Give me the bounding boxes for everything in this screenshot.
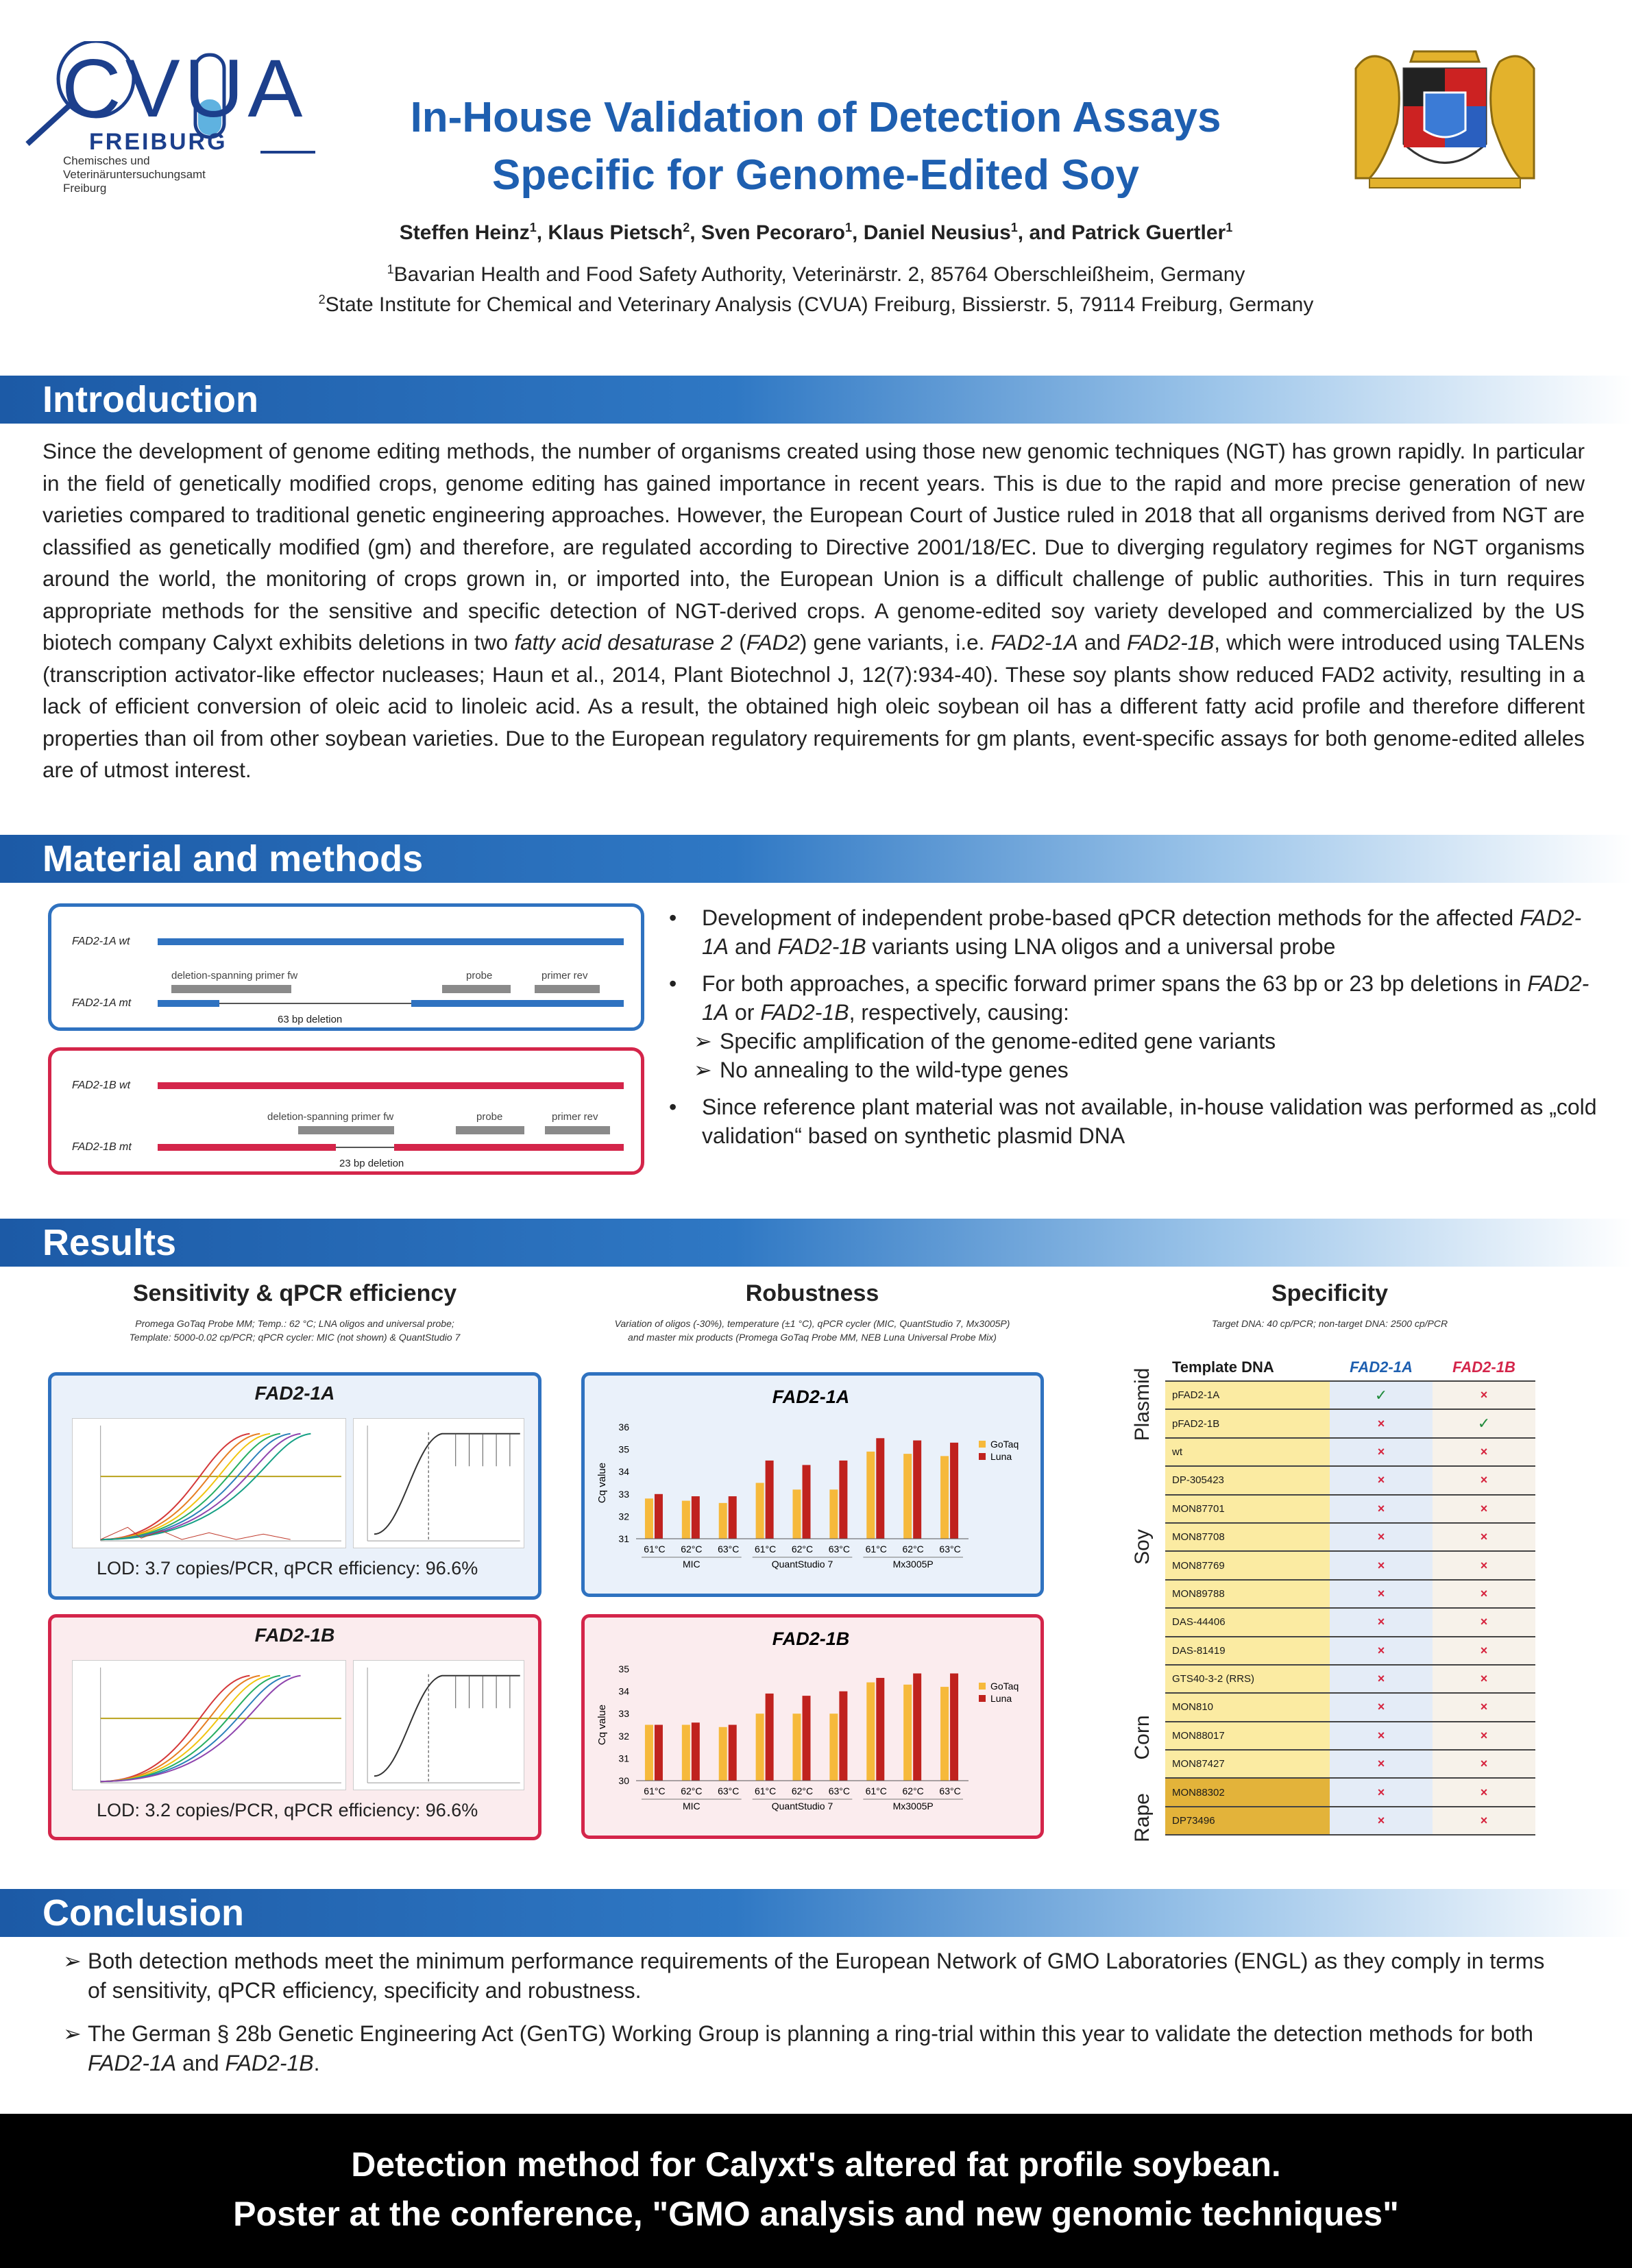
legend-swatch xyxy=(979,1453,986,1460)
x-tick-label: 61°C xyxy=(865,1785,887,1796)
y-tick-label: 35 xyxy=(618,1443,629,1455)
caption-banner xyxy=(0,2114,1632,2268)
bar xyxy=(876,1678,884,1781)
panel-title: FAD2-1B xyxy=(254,1624,335,1646)
bar xyxy=(692,1722,700,1781)
bar xyxy=(756,1714,764,1781)
result-fad2-1b: × xyxy=(1433,1523,1535,1551)
deletion-label: 63 bp deletion xyxy=(278,1014,343,1025)
column-header: FAD2-1A xyxy=(1330,1354,1433,1381)
table-row xyxy=(1165,1551,1535,1579)
probe-bar xyxy=(456,1126,524,1134)
sensitivity-caption-2: Template: 5000-0.02 cp/PCR; qPCR cycler: MIC (not shown) & QuantStudio 7 xyxy=(129,1332,461,1343)
template-name: MON87701 xyxy=(1165,1495,1330,1523)
specificity-caption: Target DNA: 40 cp/PCR; non-target DNA: 2500 cp/PCR xyxy=(1211,1318,1448,1329)
y-tick-label: 31 xyxy=(618,1533,629,1544)
group-label: QuantStudio 7 xyxy=(771,1801,833,1812)
section-header-conclusion: Conclusion xyxy=(0,1889,1632,1937)
result-fad2-1b: × xyxy=(1433,1381,1535,1409)
chart-title: FAD2-1B xyxy=(772,1629,850,1649)
group-label-soy: Soy xyxy=(1131,1529,1154,1565)
legend-swatch xyxy=(979,1441,986,1448)
table-row xyxy=(1165,1722,1535,1750)
result-fad2-1a: × xyxy=(1330,1466,1433,1494)
bar xyxy=(682,1501,690,1539)
template-name: DP73496 xyxy=(1165,1807,1330,1835)
standard-curve-plot xyxy=(353,1418,524,1548)
template-name: MON88302 xyxy=(1165,1778,1330,1806)
table-row xyxy=(1165,1608,1535,1636)
result-fad2-1b: × xyxy=(1433,1807,1535,1835)
lod-efficiency-text: LOD: 3.2 copies/PCR, qPCR efficiency: 96.6% xyxy=(97,1800,478,1820)
bar xyxy=(829,1489,838,1539)
table-row xyxy=(1165,1778,1535,1806)
table-row xyxy=(1165,1580,1535,1608)
result-fad2-1b: × xyxy=(1433,1665,1535,1693)
author: Sven Pecoraro xyxy=(701,221,845,244)
title-line-2: Specific for Genome-Edited Soy xyxy=(492,151,1139,199)
sub-bullet-item: ➢ No annealing to the wild-type genes xyxy=(685,1056,1597,1084)
y-tick-label: 35 xyxy=(618,1663,629,1674)
column-header: Template DNA xyxy=(1165,1354,1330,1381)
y-tick-label: 32 xyxy=(618,1511,629,1522)
mt-label: FAD2-1B mt xyxy=(72,1141,132,1153)
result-fad2-1a: × xyxy=(1330,1807,1433,1835)
author: Klaus Pietsch xyxy=(548,221,683,244)
template-name: GTS40-3-2 (RRS) xyxy=(1165,1665,1330,1693)
y-tick-label: 33 xyxy=(618,1708,629,1720)
logo-subtitle: Chemisches und Veterinäruntersuchungsamt Freiburg xyxy=(63,154,206,195)
robustness-chart-fad2-1a xyxy=(585,1376,1040,1594)
x-tick-label: 63°C xyxy=(828,1785,851,1796)
bar xyxy=(829,1714,838,1781)
robustness-panel-fad2-1a xyxy=(581,1372,1044,1597)
x-tick-label: 61°C xyxy=(644,1785,666,1796)
author: Daniel Neusius xyxy=(863,221,1011,244)
author-list: Steffen Heinz$^1$, Klaus Pietsch$^2$, Sven Pecoraro$^1$, Daniel Neusius$^1$, and Patrick Guertler$^1$ xyxy=(399,221,1233,244)
group-label: MIC xyxy=(682,1559,701,1570)
logo-word: CVUA xyxy=(62,42,307,134)
group-label: QuantStudio 7 xyxy=(771,1559,833,1570)
affiliation-2: $^2$State Institute for Chemical and Veterinary Analysis (CVUA) Freiburg, Bissierstr. 5, 79114 Freiburg, Germany xyxy=(318,293,1314,316)
table-header-row xyxy=(1165,1354,1535,1381)
group-label-plasmid: Plasmid xyxy=(1131,1367,1154,1441)
panel-title: FAD2-1A xyxy=(254,1382,335,1404)
bar xyxy=(903,1454,912,1539)
bar xyxy=(903,1685,912,1781)
result-fad2-1a: × xyxy=(1330,1608,1433,1636)
table-row xyxy=(1165,1807,1535,1835)
bar xyxy=(876,1438,884,1539)
result-fad2-1a: × xyxy=(1330,1523,1433,1551)
x-tick-label: 62°C xyxy=(791,1785,814,1796)
y-tick-label: 30 xyxy=(618,1775,629,1786)
title-line-1: In-House Validation of Detection Assays xyxy=(410,94,1221,141)
legend-label: Luna xyxy=(990,1451,1012,1462)
bar xyxy=(940,1456,949,1539)
template-name: MON88017 xyxy=(1165,1722,1330,1750)
section-header-results: Results xyxy=(0,1219,1632,1267)
fad2-1b-construct-diagram xyxy=(48,1047,644,1175)
y-tick-label: 34 xyxy=(618,1685,629,1697)
fad2-1a-construct-diagram xyxy=(48,903,644,1031)
cvua-logo xyxy=(21,41,315,219)
robustness-title: Robustness xyxy=(745,1280,879,1306)
sensitivity-panel-fad2-1a xyxy=(48,1372,541,1600)
x-tick-label: 63°C xyxy=(828,1544,851,1554)
y-tick-label: 36 xyxy=(618,1422,629,1432)
template-name: DP-305423 xyxy=(1165,1466,1330,1494)
x-tick-label: 62°C xyxy=(902,1544,924,1554)
bar xyxy=(803,1465,811,1539)
template-name: DAS-81419 xyxy=(1165,1637,1330,1665)
logo-city: FREIBURG xyxy=(89,129,228,155)
result-fad2-1a: ✓ xyxy=(1330,1381,1433,1409)
result-fad2-1a: × xyxy=(1330,1665,1433,1693)
bar xyxy=(940,1687,949,1781)
x-tick-label: 61°C xyxy=(644,1544,666,1554)
table-row xyxy=(1165,1665,1535,1693)
conclusion-list xyxy=(48,1947,1556,2092)
wt-label: FAD2-1B wt xyxy=(72,1080,131,1091)
x-tick-label: 61°C xyxy=(754,1544,777,1554)
template-name: MON87427 xyxy=(1165,1750,1330,1778)
result-fad2-1b: × xyxy=(1433,1466,1535,1494)
result-fad2-1b: × xyxy=(1433,1608,1535,1636)
section-header-methods: Material and methods xyxy=(0,835,1632,883)
caption-line-2: Poster at the conference, "GMO analysis and new genomic techniques" xyxy=(233,2195,1399,2233)
template-name: MON87769 xyxy=(1165,1551,1330,1579)
x-tick-label: 61°C xyxy=(865,1544,887,1554)
sensitivity-title: Sensitivity & qPCR efficiency xyxy=(132,1280,457,1306)
bar xyxy=(950,1674,958,1781)
bar xyxy=(719,1727,727,1781)
y-tick-label: 31 xyxy=(618,1753,629,1764)
bar xyxy=(766,1694,774,1781)
wt-gene-bar xyxy=(158,1082,624,1089)
table-row xyxy=(1165,1637,1535,1665)
methods-bullets xyxy=(685,903,1597,1158)
probe-bar xyxy=(442,985,511,993)
affiliation-1: $^1$Bavarian Health and Food Safety Authority, Veterinärstr. 2, 85764 Oberschleißheim, Germany xyxy=(387,263,1245,286)
group-label-corn: Corn xyxy=(1131,1715,1154,1760)
legend-label: GoTaq xyxy=(990,1439,1019,1450)
result-fad2-1a: × xyxy=(1330,1495,1433,1523)
bar xyxy=(645,1725,653,1781)
chart-title: FAD2-1A xyxy=(772,1387,850,1407)
bar xyxy=(692,1496,700,1539)
bar xyxy=(913,1441,921,1539)
bar xyxy=(655,1494,663,1539)
bar xyxy=(866,1683,875,1781)
bar xyxy=(645,1498,653,1539)
result-fad2-1b: × xyxy=(1433,1580,1535,1608)
template-name: wt xyxy=(1165,1438,1330,1466)
group-label: Mx3005P xyxy=(892,1559,934,1570)
result-fad2-1b: × xyxy=(1433,1637,1535,1665)
group-label: Mx3005P xyxy=(892,1801,934,1812)
primer-fw-bar xyxy=(171,985,291,993)
bar xyxy=(682,1725,690,1781)
mt-gene-bar-left xyxy=(158,1144,336,1151)
robustness-caption-2: and master mix products (Promega GoTaq Probe MM, NEB Luna Universal Probe Mix) xyxy=(628,1332,997,1343)
robustness-chart-fad2-1b xyxy=(585,1618,1040,1836)
bar xyxy=(756,1483,764,1539)
sensitivity-panel-fad2-1b xyxy=(48,1614,541,1840)
result-fad2-1a: × xyxy=(1330,1722,1433,1750)
bar xyxy=(839,1692,847,1781)
primer-rev-label: primer rev xyxy=(541,970,588,981)
template-name: pFAD2-1A xyxy=(1165,1381,1330,1409)
result-fad2-1b: × xyxy=(1433,1693,1535,1721)
y-axis-label: Cq value xyxy=(596,1704,608,1746)
bar xyxy=(803,1696,811,1781)
table-row xyxy=(1165,1409,1535,1437)
probe-label: probe xyxy=(466,970,493,981)
bullet-item: • Since reference plant material was not available, in-house validation was performed as „cold validation“ based on synthetic plasmid DNA xyxy=(685,1093,1597,1150)
bar xyxy=(729,1496,737,1539)
group-label: MIC xyxy=(682,1801,701,1812)
result-fad2-1b: × xyxy=(1433,1551,1535,1579)
template-name: MON87708 xyxy=(1165,1523,1330,1551)
table-row xyxy=(1165,1466,1535,1494)
x-tick-label: 61°C xyxy=(754,1785,777,1796)
result-fad2-1a: × xyxy=(1330,1637,1433,1665)
bar xyxy=(793,1714,801,1781)
legend-swatch xyxy=(979,1695,986,1702)
primer-fw-label: deletion-spanning primer fw xyxy=(267,1111,394,1123)
author: and Patrick Guertler xyxy=(1029,221,1226,244)
specificity-title: Specificity xyxy=(1271,1280,1389,1306)
x-tick-label: 62°C xyxy=(681,1544,703,1554)
bullet-item: • Development of independent probe-based qPCR detection methods for the affected FAD2-1A and FAD2-1B variants using LNA oligos and a universal probe xyxy=(685,903,1597,961)
x-tick-label: 63°C xyxy=(939,1544,961,1554)
legend-label: Luna xyxy=(990,1693,1012,1704)
template-name: MON89788 xyxy=(1165,1580,1330,1608)
bar xyxy=(839,1461,847,1539)
result-fad2-1b: × xyxy=(1433,1722,1535,1750)
bar xyxy=(793,1489,801,1539)
x-tick-label: 62°C xyxy=(791,1544,814,1554)
table-row xyxy=(1165,1523,1535,1551)
result-fad2-1a: × xyxy=(1330,1693,1433,1721)
result-fad2-1a: × xyxy=(1330,1750,1433,1778)
bar xyxy=(913,1674,921,1781)
table-row xyxy=(1165,1495,1535,1523)
standard-curve-plot xyxy=(353,1660,524,1790)
sensitivity-caption-1: Promega GoTaq Probe MM; Temp.: 62 °C; LNA oligos and universal probe; xyxy=(135,1318,454,1329)
group-label-rape: Rape xyxy=(1131,1793,1154,1842)
wt-gene-bar xyxy=(158,938,624,945)
primer-rev-bar xyxy=(535,985,600,993)
probe-label: probe xyxy=(476,1111,503,1123)
x-tick-label: 63°C xyxy=(939,1785,961,1796)
result-fad2-1b: × xyxy=(1433,1438,1535,1466)
mt-gene-bar-right xyxy=(411,1000,624,1007)
column-header: FAD2-1B xyxy=(1433,1354,1535,1381)
primer-rev-bar xyxy=(545,1126,610,1134)
conclusion-item: ➢ The German § 28b Genetic Engineering Act (GenTG) Working Group is planning a ring-trial within this year to validate the detection methods for both FAD2-1A and FAD2-1B. xyxy=(48,2019,1556,2078)
mt-gene-bar-right xyxy=(394,1144,624,1151)
author: Steffen Heinz xyxy=(399,221,530,244)
bar xyxy=(719,1503,727,1539)
template-name: pFAD2-1B xyxy=(1165,1409,1330,1437)
caption-line-1: Detection method for Calyxt's altered fat profile soybean. xyxy=(351,2145,1281,2184)
mt-gene-bar-left xyxy=(158,1000,219,1007)
amplification-plot xyxy=(72,1418,346,1548)
amplification-plot xyxy=(72,1660,346,1790)
x-tick-label: 62°C xyxy=(902,1785,924,1796)
table-row xyxy=(1165,1750,1535,1778)
bar xyxy=(950,1443,958,1539)
deletion-label: 23 bp deletion xyxy=(339,1158,404,1169)
lod-efficiency-text: LOD: 3.7 copies/PCR, qPCR efficiency: 96.6% xyxy=(97,1558,478,1578)
y-axis-label: Cq value xyxy=(596,1462,608,1504)
bar xyxy=(729,1725,737,1781)
result-fad2-1a: × xyxy=(1330,1580,1433,1608)
bar xyxy=(655,1725,663,1781)
x-tick-label: 62°C xyxy=(681,1785,703,1796)
legend-swatch xyxy=(979,1683,986,1690)
poster-title xyxy=(274,89,1357,204)
result-fad2-1b: × xyxy=(1433,1750,1535,1778)
table-row xyxy=(1165,1438,1535,1466)
x-tick-label: 63°C xyxy=(718,1544,740,1554)
table-row xyxy=(1165,1381,1535,1409)
y-tick-label: 32 xyxy=(618,1730,629,1742)
y-tick-label: 33 xyxy=(618,1488,629,1500)
result-fad2-1a: × xyxy=(1330,1778,1433,1806)
primer-fw-label: deletion-spanning primer fw xyxy=(171,970,298,981)
result-fad2-1a: × xyxy=(1330,1551,1433,1579)
result-fad2-1b: × xyxy=(1433,1778,1535,1806)
y-tick-label: 34 xyxy=(618,1466,629,1478)
result-fad2-1a: × xyxy=(1330,1438,1433,1466)
bar xyxy=(866,1452,875,1539)
mt-label: FAD2-1A mt xyxy=(72,997,132,1009)
template-name: MON810 xyxy=(1165,1693,1330,1721)
wt-label: FAD2-1A wt xyxy=(72,936,130,947)
section-header-introduction: Introduction xyxy=(0,376,1632,424)
result-fad2-1b: × xyxy=(1433,1495,1535,1523)
robustness-panel-fad2-1b xyxy=(581,1614,1044,1839)
primer-rev-label: primer rev xyxy=(552,1111,598,1123)
template-name: DAS-44406 xyxy=(1165,1608,1330,1636)
legend-label: GoTaq xyxy=(990,1681,1019,1692)
x-tick-label: 63°C xyxy=(718,1785,740,1796)
result-fad2-1a: × xyxy=(1330,1409,1433,1437)
table-row xyxy=(1165,1693,1535,1721)
conclusion-item: ➢ Both detection methods meet the minimum performance requirements of the European Network of GMO Laboratories (ENGL) as they comply in terms of sensitivity, qPCR efficiency, specificity and robustness. xyxy=(48,1947,1556,2005)
bullet-item: • For both approaches, a specific forward primer spans the 63 bp or 23 bp deletions in FAD2-1A or FAD2-1B, respectively, causing: xyxy=(685,969,1597,1027)
specificity-table xyxy=(1165,1354,1535,1836)
robustness-caption-1: Variation of oligos (-30%), temperature (±1 °C), qPCR cycler (MIC, QuantStudio 7, Mx3005P) xyxy=(614,1318,1010,1329)
bavarian-crest-icon xyxy=(1342,41,1548,195)
sub-bullet-item: ➢ Specific amplification of the genome-edited gene variants xyxy=(685,1027,1597,1056)
primer-fw-bar xyxy=(298,1126,394,1134)
result-fad2-1b: ✓ xyxy=(1433,1409,1535,1437)
introduction-text: Since the development of genome editing methods, the number of organisms created using those new genomic techniques (NGT) has grown rapidly. In particular in the field of genetically modified crops, genome editing has gained importance in recent years. This is due to the rapid and more precise generation of new varieties compared to traditional genetic engineering approaches. However, the European Court of Justice ruled in 2018 that all organisms derived from NGT are classified as genetically modified (gm) and therefore, are regulated according to Directive 2001/18/EC. Due to diverging regulatory regimes for NGT organisms around the world, the monitoring of crops grown in, or imported into, the European Union is a difficult challenge of public authorities. This in turn requires appropriate methods for the sensitive and specific detection of NGT-derived crops. A genome-edited soy variety developed and commercialized by the US biotech company Calyxt exhibits deletions in two fatty acid desaturase 2 (FAD2) gene variants, i.e. FAD2-1A and FAD2-1B, which were introduced using TALENs (transcription activator-like effector nucleases; Haun et al., 2014, Plant Biotechnol J, 12(7):934-40). These soy plants show reduced FAD2 activity, resulting in a lack of efficient conversion of oleic acid to linoleic acid. As a result, the obtained high oleic soybean oil has a different fatty acid profile and therefore different properties than oil from other soybean varieties. Due to the European regulatory requirements for gm plants, event-specific assays for both genome-edited alleles are of utmost interest. xyxy=(42,439,1585,782)
bar xyxy=(766,1461,774,1539)
